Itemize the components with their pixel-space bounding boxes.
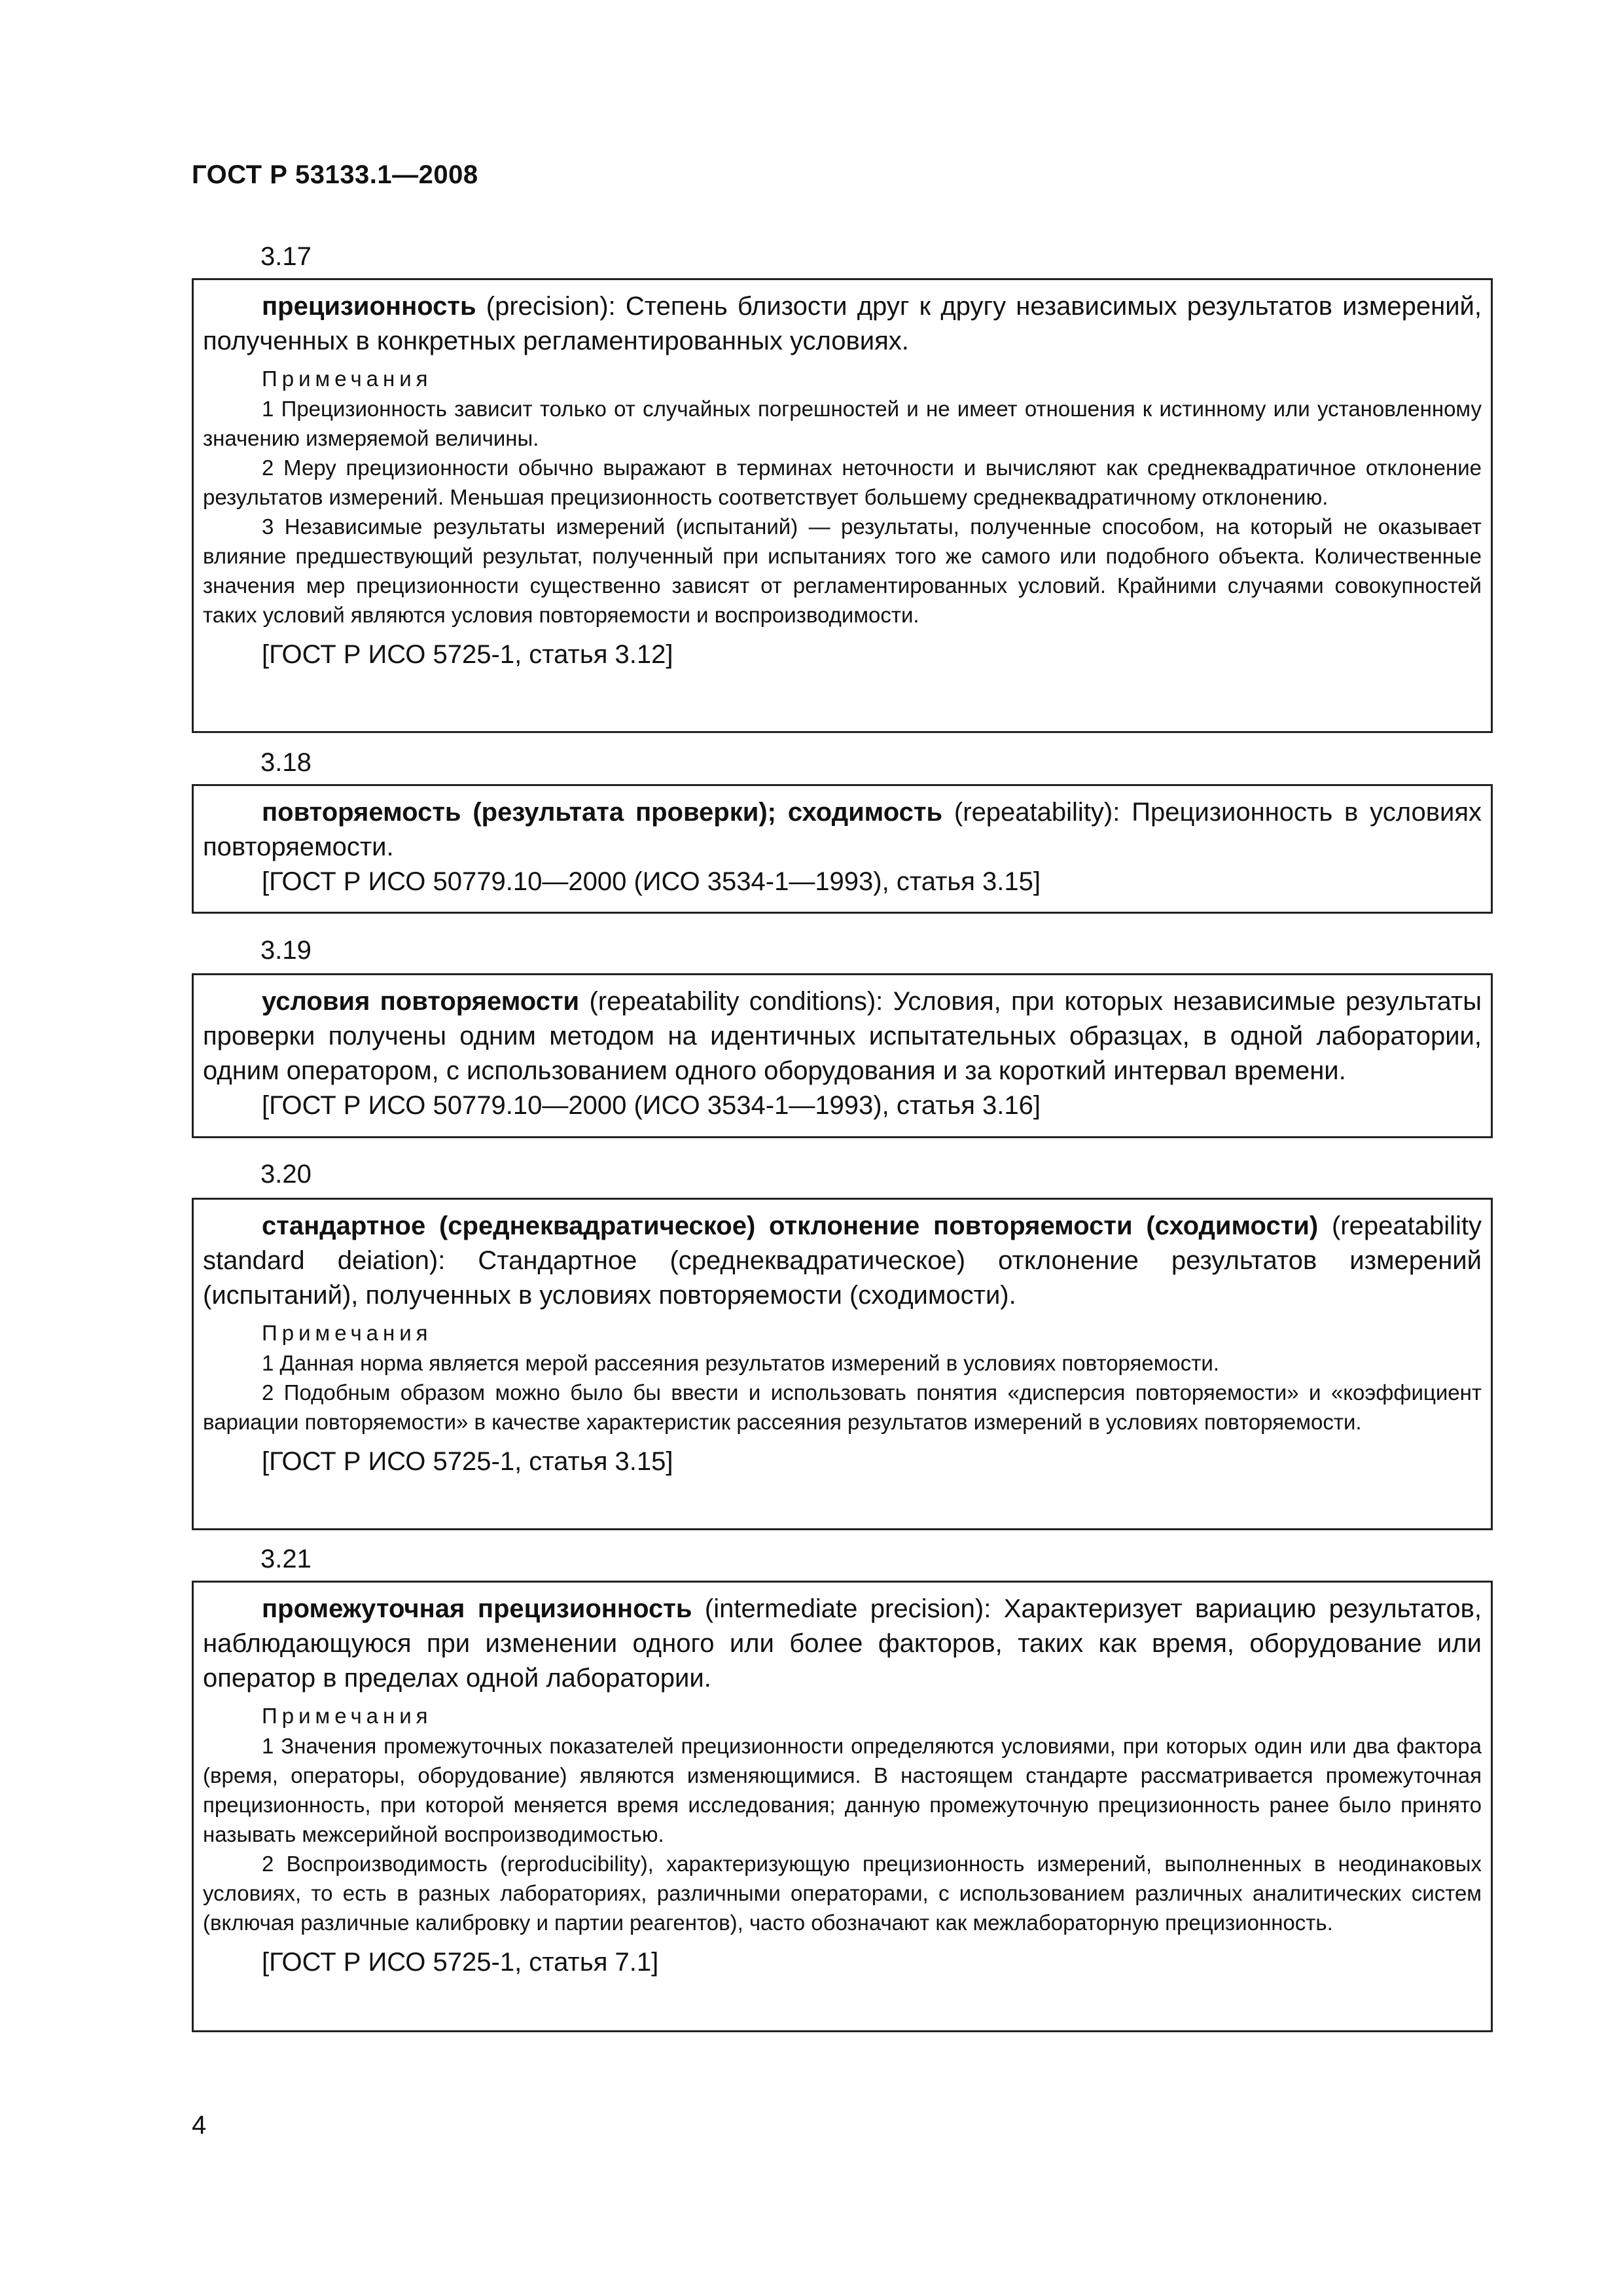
term-box-3-18 (192, 784, 1493, 914)
english-term: (repeatability): (954, 798, 1120, 827)
entry-number: 3.20 (260, 1160, 312, 1189)
definition-text: Характеризует вариацию результатов, наблюдающуюся при изменении одного или более факторов, таких как время, оборудование или оператор в пределах одной лаборатории. (203, 1594, 1482, 1693)
definition (203, 1592, 1482, 1696)
entry-number: 3.21 (260, 1545, 312, 1573)
term-box-3-20 (192, 1198, 1493, 1530)
definition (203, 795, 1482, 865)
term: промежуточная прецизионность (262, 1594, 692, 1623)
notes-title: Примечания (262, 367, 433, 391)
term-box-3-19 (192, 973, 1493, 1138)
definition (203, 289, 1482, 359)
source-reference: [ГОСТ Р ИСО 50779.10—2000 (ИСО 3534-1—1993), статья 3.16] (262, 1091, 1041, 1120)
note: 3 Независимые результаты измерений (испытаний) — результаты, полученные способом, на который не оказывает влияние предшествующий результат, полученный при испытаниях того же самого или подобного объекта. Количественные значения мер прецизионности существенно зависят от регламентированных условий. Крайними случаями совокупностей таких условий являются условия повторяемости и воспроизводимости. (203, 514, 1482, 627)
source-reference: [ГОСТ Р ИСО 5725-1, статья 3.15] (262, 1447, 673, 1476)
note: 2 Меру прецизионности обычно выражают в терминах неточности и вычисляют как среднеквадратичное отклонение результатов измерений. Меньшая прецизионность соответствует большему среднеквадратичному отклонению. (203, 456, 1482, 509)
definition-text: Стандартное (среднеквадратическое) отклонение результатов измерений (испытаний), полученных в условиях повторяемости (сходимости). (203, 1246, 1482, 1310)
note: 2 Подобным образом можно было бы ввести и использовать понятия «дисперсия повторяемости» и «коэффициент вариации повторяемости» в качестве характеристик рассеяния результатов измерений в условиях повторяемости. (203, 1380, 1482, 1434)
english-term: (repeatability standard deiation): (203, 1211, 1482, 1275)
term: стандартное (среднеквадратическое) отклонение повторяемости (сходимости) (262, 1211, 1319, 1240)
entry-number: 3.18 (260, 748, 312, 777)
term-box-3-17 (192, 278, 1493, 733)
note: 1 Данная норма является мерой рассеяния результатов измерений в условиях повторяемости. (262, 1351, 1220, 1375)
term-box-3-21 (192, 1581, 1493, 2032)
definition (203, 984, 1482, 1088)
term: повторяемость (результата проверки); сходимость (262, 798, 943, 827)
definition-text: Степень близости друг к другу независимых результатов измерений, полученных в конкретных регламентированных условиях. (203, 292, 1482, 355)
note: 1 Значения промежуточных показателей прецизионности определяются условиями, при которых один или два фактора (время, операторы, оборудование) являются изменяющимися. В настоящем стандарте рассматривается промежуточная прецизионность, при которой меняется время исследования; данную промежуточную прецизионность ранее было принято называть межсерийной воспроизводимостью. (203, 1734, 1482, 1846)
term: прецизионность (262, 292, 476, 321)
source-reference: [ГОСТ Р ИСО 5725-1, статья 7.1] (262, 1948, 659, 1977)
english-term: (precision): (486, 292, 616, 321)
notes-title: Примечания (262, 1704, 433, 1728)
document-header: ГОСТ Р 53133.1—2008 (192, 160, 478, 189)
notes-title: Примечания (262, 1321, 433, 1345)
english-term: (repeatability conditions): (589, 987, 883, 1016)
entry-number: 3.19 (260, 936, 312, 965)
source-reference: [ГОСТ Р ИСО 5725-1, статья 3.12] (262, 640, 673, 669)
note: 1 Прецизионность зависит только от случайных погрешностей и не имеет отношения к истинному или установленному значению измеряемой величины. (203, 397, 1482, 450)
term: условия повторяемости (262, 987, 580, 1016)
source-reference: [ГОСТ Р ИСО 50779.10—2000 (ИСО 3534-1—1993), статья 3.15] (262, 867, 1041, 896)
page-number: 4 (192, 2111, 207, 2140)
definition-text: Условия, при которых независимые результаты проверки получены одним методом на идентичных испытательных образцах, в одной лаборатории, одним оператором, с использованием одного оборудования и за короткий интервал времени. (203, 987, 1482, 1085)
note: 2 Воспроизводимость (reproducibility), характеризующую прецизионность измерений, выполненных в неодинаковых условиях, то есть в разных лабораториях, различными операторами, с использованием различных аналитических систем (включая различные калибровку и партии реагентов), часто обозначают как межлабораторную прецизионность. (203, 1852, 1482, 1935)
english-term: (intermediate precision): (704, 1594, 991, 1623)
definition (203, 1209, 1482, 1313)
definition-text: Прецизионность в условиях повторяемости. (203, 798, 1482, 861)
entry-number: 3.17 (260, 242, 312, 271)
